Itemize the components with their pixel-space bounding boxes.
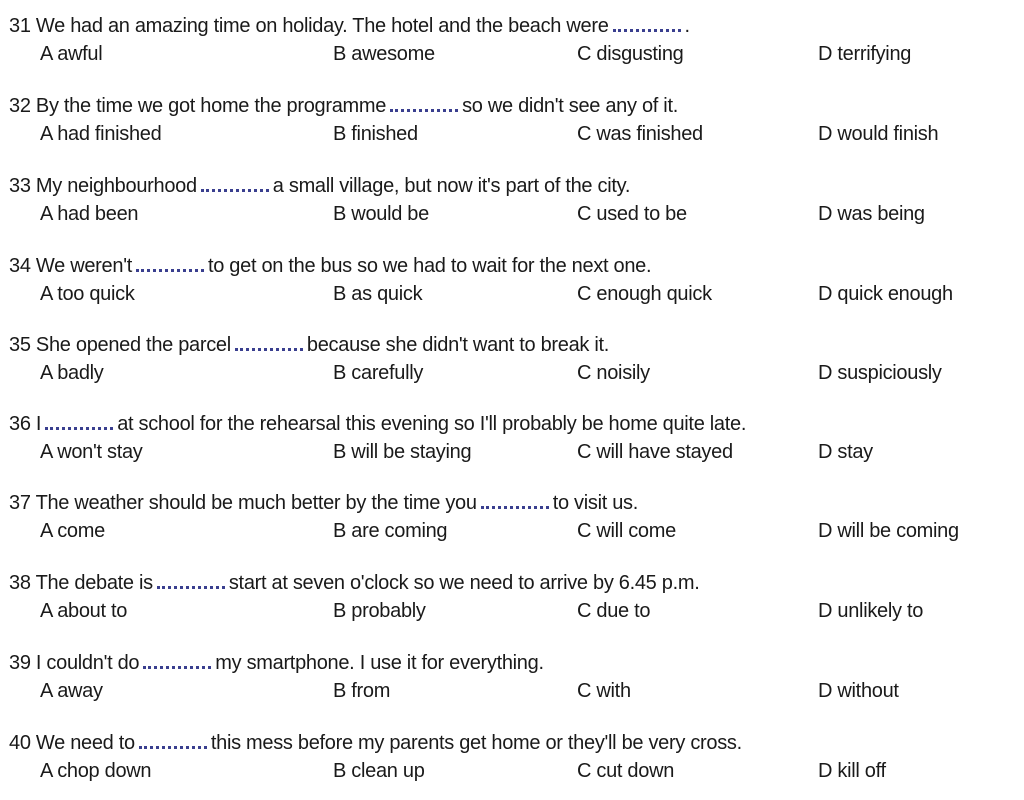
- answer-blank: [139, 732, 207, 749]
- stem-before: She opened the parcel: [35, 334, 231, 356]
- stem-before: We weren't: [35, 255, 132, 277]
- question-stem: [9, 491, 638, 515]
- option-a: A chop down: [40, 760, 152, 782]
- option-b: B awesome: [333, 43, 435, 65]
- stem-before: The debate is: [35, 572, 153, 594]
- option-b: B carefully: [333, 362, 424, 384]
- stem-after: .: [684, 15, 690, 37]
- option-a: A won't stay: [40, 441, 143, 463]
- question-number: 33: [9, 175, 31, 197]
- option-d: D will be coming: [818, 520, 959, 542]
- option-d: D stay: [818, 441, 873, 463]
- option-c: C used to be: [577, 203, 687, 225]
- question-number: 37: [9, 492, 31, 514]
- question-stem: [9, 174, 630, 198]
- answer-blank: [143, 652, 211, 669]
- stem-before: My neighbourhood: [35, 175, 197, 197]
- question-number: 32: [9, 95, 31, 117]
- stem-after: because she didn't want to break it.: [306, 334, 610, 356]
- option-a: A had been: [40, 203, 139, 225]
- stem-after: at school for the rehearsal this evening so I'll probably be home quite late.: [117, 413, 747, 435]
- question-stem: [9, 254, 651, 278]
- stem-after: this mess before my parents get home or they'll be very cross.: [210, 732, 742, 754]
- option-b: B as quick: [333, 283, 423, 305]
- stem-before: By the time we got home the programme: [35, 95, 387, 117]
- question-number: 38: [9, 572, 31, 594]
- option-b: B would be: [333, 203, 429, 225]
- question-stem: [9, 94, 678, 118]
- option-c: C cut down: [577, 760, 675, 782]
- answer-blank: [613, 15, 681, 32]
- stem-after: to get on the bus so we had to wait for the next one.: [207, 255, 652, 277]
- option-b: B clean up: [333, 760, 425, 782]
- option-b: B from: [333, 680, 391, 702]
- answer-blank: [45, 413, 113, 430]
- option-d: D terrifying: [818, 43, 912, 65]
- option-a: A about to: [40, 600, 128, 622]
- option-b: B probably: [333, 600, 426, 622]
- question-stem: [9, 412, 746, 436]
- answer-blank: [136, 255, 204, 272]
- question-number: 39: [9, 652, 31, 674]
- question-stem: [9, 571, 699, 595]
- option-c: C was finished: [577, 123, 703, 145]
- option-b: B finished: [333, 123, 418, 145]
- option-a: A had finished: [40, 123, 162, 145]
- option-c: C will have stayed: [577, 441, 733, 463]
- option-d: D quick enough: [818, 283, 953, 305]
- question-number: 36: [9, 413, 31, 435]
- stem-before: I: [35, 413, 42, 435]
- option-c: C due to: [577, 600, 651, 622]
- answer-blank: [157, 572, 225, 589]
- stem-before: I couldn't do: [35, 652, 140, 674]
- answer-blank: [201, 175, 269, 192]
- question-number: 40: [9, 732, 31, 754]
- option-c: C with: [577, 680, 631, 702]
- stem-after: start at seven o'clock so we need to arrive by 6.45 p.m.: [228, 572, 700, 594]
- option-c: C enough quick: [577, 283, 712, 305]
- answer-blank: [390, 95, 458, 112]
- option-a: A too quick: [40, 283, 135, 305]
- option-d: D would finish: [818, 123, 939, 145]
- option-d: D without: [818, 680, 899, 702]
- option-a: A come: [40, 520, 105, 542]
- stem-after: my smartphone. I use it for everything.: [215, 652, 544, 674]
- stem-before: We need to: [35, 732, 135, 754]
- answer-blank: [481, 492, 549, 509]
- question-stem: [9, 14, 690, 38]
- option-a: A away: [40, 680, 103, 702]
- option-b: B are coming: [333, 520, 448, 542]
- option-c: C disgusting: [577, 43, 684, 65]
- stem-after: to visit us.: [552, 492, 639, 514]
- answer-blank: [235, 334, 303, 351]
- question-number: 31: [9, 15, 31, 37]
- question-stem: [9, 333, 609, 357]
- stem-before: We had an amazing time on holiday. The hotel and the beach were: [35, 15, 609, 37]
- option-b: B will be staying: [333, 441, 472, 463]
- option-d: D suspiciously: [818, 362, 942, 384]
- option-d: D kill off: [818, 760, 886, 782]
- option-c: C noisily: [577, 362, 650, 384]
- option-c: C will come: [577, 520, 676, 542]
- question-stem: [9, 651, 544, 675]
- stem-after: a small village, but now it's part of the city.: [272, 175, 631, 197]
- stem-after: so we didn't see any of it.: [462, 95, 678, 117]
- option-a: A awful: [40, 43, 103, 65]
- option-d: D unlikely to: [818, 600, 924, 622]
- option-a: A badly: [40, 362, 104, 384]
- question-number: 34: [9, 255, 31, 277]
- question-number: 35: [9, 334, 31, 356]
- stem-before: The weather should be much better by the time you: [35, 492, 477, 514]
- question-stem: [9, 731, 742, 755]
- option-d: D was being: [818, 203, 925, 225]
